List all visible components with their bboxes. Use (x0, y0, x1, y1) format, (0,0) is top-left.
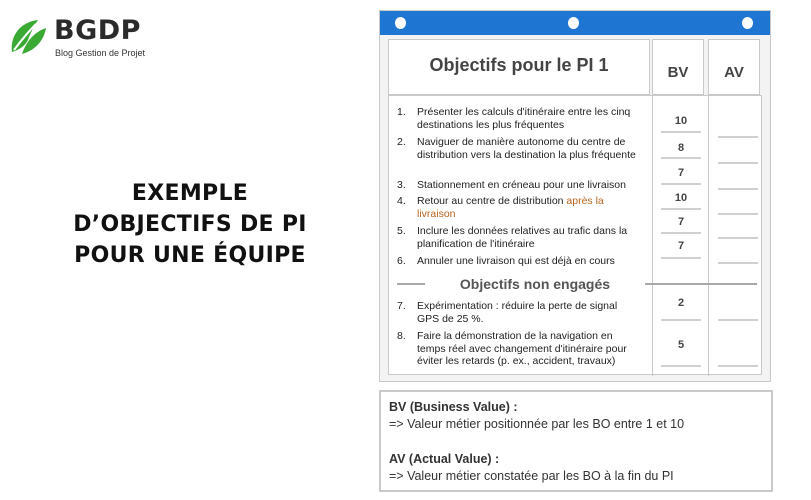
av-header: AV (724, 64, 744, 81)
bv-underline (661, 208, 701, 210)
section-divider (397, 283, 425, 285)
objective-number: 3. (397, 179, 406, 191)
objective-text (417, 195, 642, 220)
page-headline (50, 178, 330, 271)
objective-bv: 10 (674, 192, 688, 204)
objective-number: 4. (397, 195, 406, 207)
objective-bv: 7 (677, 240, 685, 252)
leaf-logo-icon (8, 16, 48, 56)
av-blank-line (718, 188, 758, 190)
objective-bv: 2 (677, 297, 685, 309)
legend-av-title: AV (Actual Value) : (389, 452, 500, 466)
headline-line-2: D’OBJECTIFS DE PI (73, 212, 307, 237)
objective-number: 7. (397, 300, 406, 312)
objective-text: Expérimentation : réduire la perte de signal GPS de 25 %. (417, 300, 618, 325)
av-blank-line (718, 162, 758, 164)
objective-text: Stationnement en créneau pour une livraison (417, 179, 626, 191)
av-blank-line (718, 213, 758, 215)
av-blank-line (718, 136, 758, 138)
bgdp-logo (8, 12, 178, 60)
binder-hole (395, 17, 406, 29)
section-divider (645, 283, 757, 285)
objective-number: 6. (397, 255, 406, 267)
objective-text-highlight: après la livraison (417, 195, 604, 220)
headline-line-3: POUR UNE ÉQUIPE (74, 243, 306, 268)
bv-underline (661, 157, 701, 159)
headline-line-1: EXEMPLE (131, 181, 249, 206)
bv-underline (661, 131, 701, 133)
av-header-cell (708, 39, 760, 95)
bv-underline (661, 183, 701, 185)
objective-text: Faire la démonstration de la navigation en temps réel avec changement d'itinéraire pour éviter les retards (p. ex., accident, travaux) (417, 330, 627, 367)
legend-av-description: => Valeur métier constatée par les BO à la fin du PI (389, 469, 674, 483)
objective-text: Annuler une livraison qui est déjà en cours (417, 255, 615, 267)
objective-number: 2. (397, 136, 406, 148)
legend-bv-title: BV (Business Value) : (389, 400, 518, 414)
column-divider (708, 96, 709, 376)
objectives-panel (388, 95, 762, 375)
objective-text: Inclure les données relatives au trafic dans la planification de l'itinéraire (417, 225, 628, 250)
binder-hole (742, 17, 753, 29)
bv-underline (661, 319, 701, 321)
binder-bar (380, 11, 770, 35)
objective-text: Naviguer de manière autonome du centre de distribution vers la destination la plus fréquente (417, 136, 636, 161)
av-blank-line (718, 319, 758, 321)
bv-underline (661, 232, 701, 234)
objective-bv: 5 (677, 339, 685, 351)
bv-header: BV (667, 64, 689, 81)
logo-name: BGDP (54, 15, 141, 46)
legend-box (379, 390, 773, 492)
card-title-cell (388, 39, 650, 95)
binder-hole (568, 17, 579, 29)
av-blank-line (718, 365, 758, 367)
objective-bv: 8 (677, 142, 685, 154)
av-blank-line (718, 262, 758, 264)
card-title: Objectifs pour le PI 1 (429, 55, 609, 75)
uncommitted-title: Objectifs non engagés (459, 276, 611, 292)
av-blank-line (718, 237, 758, 239)
objective-number: 5. (397, 225, 406, 237)
objective-text: Présenter les calculs d'itinéraire entre les cinq destinations les plus fréquentes (417, 106, 631, 131)
logo-subtitle: Blog Gestion de Projet (55, 48, 146, 58)
bv-underline (661, 365, 701, 367)
objective-bv: 7 (677, 216, 685, 228)
objective-bv: 10 (674, 115, 688, 127)
bv-header-cell (652, 39, 704, 95)
objectives-card (379, 10, 771, 382)
objective-text-plain: Retour au centre de distribution (417, 195, 567, 207)
objective-bv: 7 (677, 167, 685, 179)
column-divider (652, 96, 653, 376)
bv-underline (661, 257, 701, 259)
legend-bv-description: => Valeur métier positionnée par les BO entre 1 et 10 (389, 417, 685, 431)
objective-number: 1. (397, 106, 406, 118)
objective-number: 8. (397, 330, 406, 342)
